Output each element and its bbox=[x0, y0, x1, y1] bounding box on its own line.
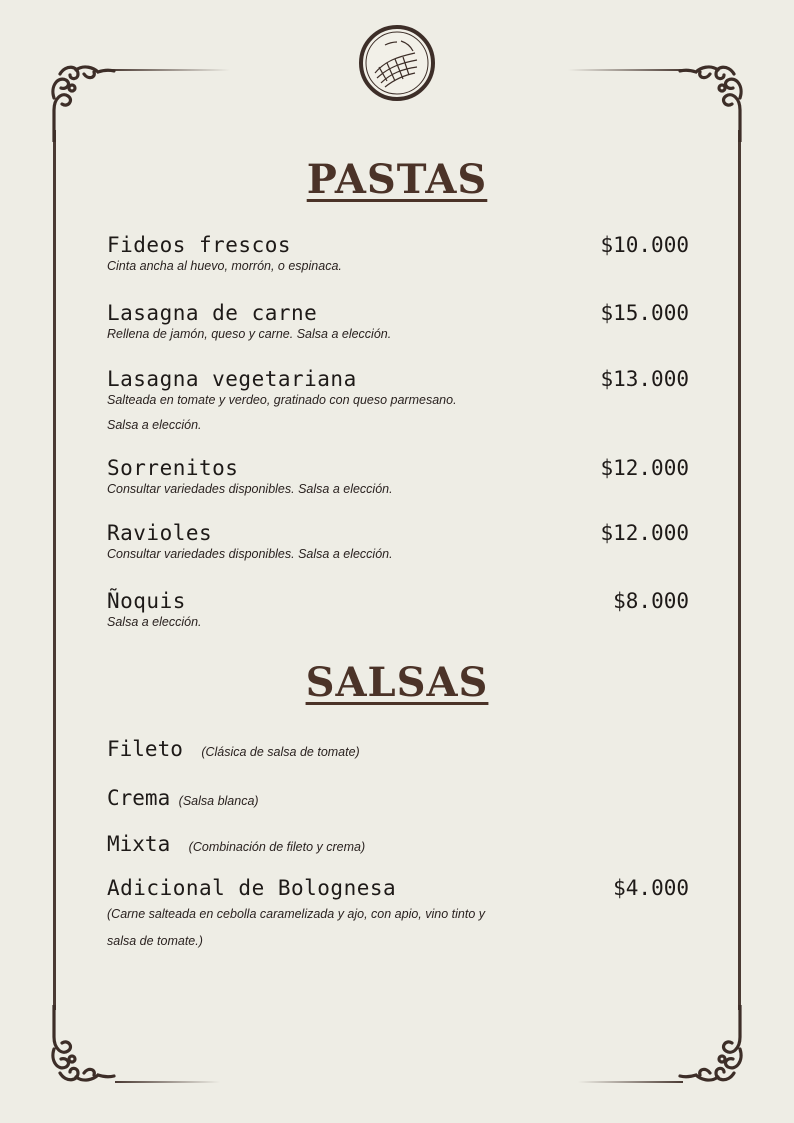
corner-ornament-bottom-left bbox=[48, 1005, 120, 1089]
frame-bottom-left-line bbox=[115, 1081, 220, 1083]
item-name: Ñoquis bbox=[107, 589, 186, 613]
item-price: $13.000 bbox=[600, 367, 689, 391]
menu-item-fideos-frescos bbox=[107, 233, 689, 279]
item-price: $15.000 bbox=[600, 301, 689, 325]
frame-left-line bbox=[53, 130, 56, 1010]
frame-bottom-right-line bbox=[578, 1081, 683, 1083]
restaurant-logo bbox=[357, 23, 437, 103]
menu-item-adicional-bolognesa bbox=[107, 876, 689, 954]
item-price: $12.000 bbox=[600, 521, 689, 545]
item-name: Lasagna vegetariana bbox=[107, 367, 357, 391]
sauce-name: Fileto bbox=[107, 737, 183, 761]
menu-item-noquis bbox=[107, 589, 689, 635]
frame-top-left-line bbox=[110, 69, 230, 71]
corner-ornament-top-right bbox=[674, 58, 746, 142]
item-price: $12.000 bbox=[600, 456, 689, 480]
sauce-name: Mixta bbox=[107, 832, 171, 856]
item-price: $8.000 bbox=[613, 589, 689, 613]
menu-item-sorrenitos bbox=[107, 456, 689, 502]
sauce-mixta bbox=[107, 832, 365, 856]
item-price: $4.000 bbox=[613, 876, 689, 900]
salsas-section-title: SALSAS bbox=[305, 659, 489, 706]
pastas-section-title: PASTAS bbox=[306, 156, 488, 203]
item-name: Lasagna de carne bbox=[107, 301, 318, 325]
item-price: $10.000 bbox=[600, 233, 689, 257]
corner-ornament-bottom-right bbox=[674, 1005, 746, 1089]
menu-item-lasagna-de-carne bbox=[107, 301, 689, 347]
item-description: Rellena de jamón, queso y carne. Salsa a elección. bbox=[107, 327, 392, 341]
item-name: Adicional de Bolognesa bbox=[107, 876, 397, 900]
corner-ornament-top-left bbox=[48, 58, 120, 142]
sauce-note: (Clásica de salsa de tomate) bbox=[201, 745, 360, 759]
menu-item-ravioles bbox=[107, 521, 689, 567]
item-description: Consultar variedades disponibles. Salsa a elección. bbox=[107, 482, 393, 496]
frame-right-line bbox=[738, 130, 741, 1010]
menu-item-lasagna-vegetariana bbox=[107, 367, 689, 438]
sauce-crema bbox=[107, 786, 259, 810]
item-description: Salteada en tomate y verdeo, gratinado con queso parmesano. bbox=[107, 393, 457, 407]
item-name: Fideos frescos bbox=[107, 233, 292, 257]
item-description: Cinta ancha al huevo, morrón, o espinaca. bbox=[107, 259, 342, 273]
sauce-fileto bbox=[107, 737, 360, 761]
item-description: (Carne salteada en cebolla caramelizada y ajo, con apio, vino tinto y bbox=[107, 907, 485, 921]
sauce-note: (Combinación de fileto y crema) bbox=[188, 840, 366, 854]
item-description: Salsa a elección. bbox=[107, 615, 202, 629]
item-name: Sorrenitos bbox=[107, 456, 239, 480]
sauce-name: Crema bbox=[107, 786, 171, 810]
item-description: Consultar variedades disponibles. Salsa a elección. bbox=[107, 547, 393, 561]
item-description-line-2: salsa de tomate.) bbox=[107, 934, 203, 948]
sauce-note: (Salsa blanca) bbox=[178, 794, 259, 808]
item-description-line-2: Salsa a elección. bbox=[107, 418, 202, 432]
frame-top-right-line bbox=[568, 69, 683, 71]
item-name: Ravioles bbox=[107, 521, 213, 545]
